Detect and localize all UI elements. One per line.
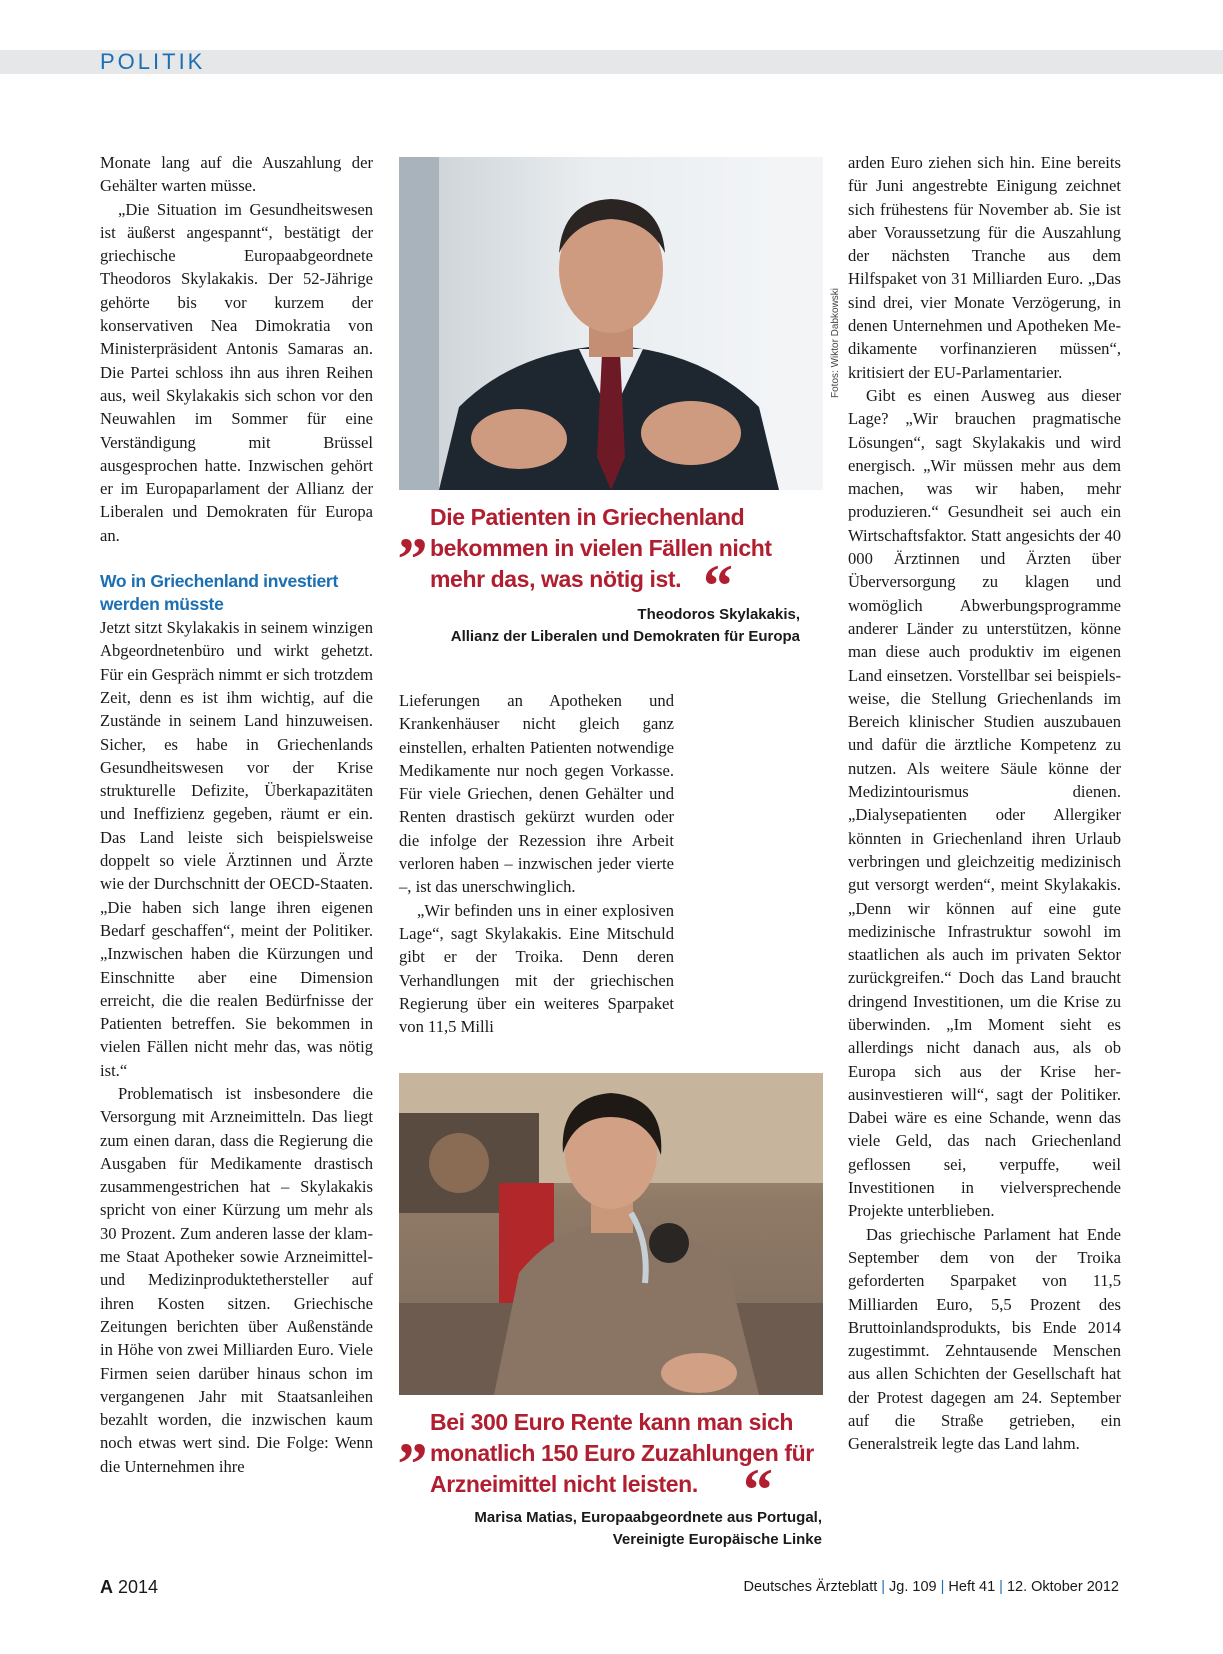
article-column-3: [848, 151, 1121, 1456]
attribution-name: Theodoros Skylakakis,: [637, 606, 800, 623]
subheading: Wo in Griechenland investiert werden müsste: [100, 571, 338, 615]
pull-quote: Die Patienten in Griechenland bekommen in vielen Fällen nicht mehr das, was nötig ist.: [430, 504, 772, 592]
separator: |: [881, 1579, 886, 1595]
section-label: POLITIK: [100, 49, 206, 74]
paragraph: arden Euro ziehen sich hin. Eine bereits für Juni angestrebte Einigung zeichnet sich frühestens für November ab. Sie ist aber Voraussetzung für die Auszahlung der nächsten Tranche aus dem Hilfspaket von 31 Milliarden Euro. „Das sind drei, vier Monate Verzögerung, in denen Unternehmen und Apotheken Medikamente vorfinanzieren müssen“, kritisiert der EU-Parlamentarier.: [848, 153, 1121, 382]
paragraph: Gibt es einen Ausweg aus dieser Lage? „Wir brauchen pragmatische Lösungen“, sagt Skylakakis und wird energisch. „Wir müssen mehr aus dem machen, was wir haben, mehr produzieren.“ Gesundheit sei auch ein Wirtschaftsfaktor. Statt angesichts der 40 000 Ärztinnen und Ärzten über Überversorgung zu klagen und womöglich Abwerbungsprogramme anderer Länder zu unterstützen, könne man diese auch produktiv im eigenen Land einsetzen. Vorstellbar sei beispielsweise, die Stellung Griechenlands im Bereich klinischer Studien auszubauen und dafür die ärztliche Kompetenz zu nutzen. Als weitere Säule könne der Medizintourismus dienen. „Dialysepatienten oder Allergiker könnten in Griechenland ihren Urlaub verbringen und gleichzeitig medizinisch gut versorgt werden“, meint Skylakakis. „Denn wir können auf eine gute medizinische Infrastruktur sowohl im staatlichen als auch im privaten Sektor zurückgreifen.“ Doch das Land braucht dringend Investitionen, um die Krise zu überwinden. „Im Moment sieht es allerdings nicht danach aus, als ob Europa sich aus der Krise herausinvestieren will“, sagt der Politiker. Dabei wäre es eine Schande, wenn das viele Geld, das nach Griechenland geflossen sei, verpuffe, weil Investitionen in vielversprechende Projekte unterblieben.: [848, 385, 1121, 1221]
photo-matias: [399, 1073, 823, 1395]
pull-quote: Bei 300 Euro Rente kann man sich monatlich 150 Euro Zuzahlungen für Arzneimittel nicht leisten.: [430, 1409, 814, 1497]
paragraph: „Wir befinden uns in einer explosiven Lage“, sagt Skylakakis. Eine Mitschuld gibt er der Troika. Denn deren Verhandlungen mit der griechischen Regierung über ein weiteres Sparpaket von 11,5 Milli: [399, 900, 674, 1037]
publication-info: [743, 1579, 1119, 1595]
paragraph: „Die Situation im Gesundheitswesen ist äußerst angespannt“, bestätigt der griechische Europaabgeordnete Theodoros Skylakakis. Der 52-Jährige gehörte bis vor kurzem der konservativen Nea Dimokratia von Ministerpräsident Antonis Samaras an. Die Partei schloss ihn aus ihren Reihen aus, weil Skylakakis sich schon vor den Neuwahlen im Sommer für eine Verständigung mit Brüssel ausgesprochen hatte. Inzwischen gehört er im Europaparlament der Allianz der Liberalen und Demokraten für Europa an.: [100, 199, 373, 545]
separator: |: [999, 1579, 1003, 1595]
paragraph: Lieferungen an Apotheken und Krankenhäuser nicht gleich ganz einstellen, erhalten Patienten notwendige Medikamente nur noch gegen Vorkasse. Für viele Griechen, denen Gehälter und Renten drastisch gekürzt wurden oder die infolge der Rezession ihre Arbeit verloren haben – inzwischen jeder vierte –, ist das unerschwinglich.: [399, 691, 674, 897]
paragraph: Problematisch ist insbesondere die Versorgung mit Arzneimitteln. Das liegt zum einen daran, dass die Regierung die Ausgaben für Medikamente drastisch zusammengestrichen hat – Skylakakis spricht von einer Kürzung um mehr als 30 Prozent. Zum anderen lasse der klamme Staat Apotheker sowie Arzneimittel- und Medizinproduktethersteller auf ihren Kosten sitzen. Griechische Zeitungen berichten über Außenstände in Höhe von zwei Milliarden Euro. Viele Firmen seien darüber hinaus schon im vergangenen Jahr mit Staatsanleihen bezahlt worden, die inzwischen kaum noch etwas wert sind. Die Folge: Wenn die Unternehmen ihre: [100, 1083, 373, 1476]
attribution-name: Marisa Matias, Europaabgeordnete aus Portugal,: [474, 1509, 822, 1526]
photo-skylakakis-illustration: [399, 157, 823, 490]
page-number-value: 2014: [118, 1577, 159, 1597]
photo-credit: Fotos: Wiktor Dabkowski: [830, 287, 841, 398]
page-letter: A: [100, 1577, 113, 1597]
quote-attribution: [400, 1507, 822, 1551]
open-quote-mark: „: [398, 495, 428, 561]
paragraph: Das griechische Parlament hat Ende September dem von der Troika geforderten Sparpaket von 11,5 Milliarden Euro, 5,5 Prozent des Bruttoinlandsprodukts, bis Ende 2014 zugestimmt. Zehntausende Menschen aus allen Schichten der Gesellschaft hat der Protest dagegen am 24. September auf die Straße getrieben, ein Generalstreik legte das Land lahm.: [848, 1224, 1121, 1454]
journal-name: Deutsches Ärzteblatt: [743, 1579, 878, 1595]
publication-date: 12. Oktober 2012: [1006, 1579, 1119, 1595]
photo-skylakakis: [399, 157, 823, 490]
attribution-affiliation: Vereinigte Europäische Linke: [612, 1531, 822, 1548]
article-column-2: [399, 689, 674, 1038]
article-column-1: [100, 151, 373, 1478]
quote-attribution: [400, 604, 800, 648]
photo-matias-illustration: [399, 1073, 823, 1395]
issue: Heft 41: [948, 1579, 996, 1595]
close-quote-mark: “: [703, 553, 733, 619]
attribution-affiliation: Allianz der Liberalen und Demokraten für Europa: [450, 628, 800, 645]
paragraph: Monate lang auf die Auszahlung der Gehälter warten müsse.: [100, 153, 373, 196]
open-quote-mark: „: [398, 1400, 428, 1466]
paragraph: Jetzt sitzt Skylakakis in seinem winzigen Abgeordnetenbüro und wirkt gehetzt. Für ein Gespräch nimmt er sich trotzdem Zeit, denn es ist ihm wichtig, auf die Zustände in seinem Land hinzuweisen. Sicher, es habe in Griechenlands Gesundheitswesen vor der Krise strukturelle Defizite, Überkapazitäten und Ineffizienz gegeben, räumt er ein. Das Land leiste sich beispielsweise doppelt so viele Ärztinnen und Ärzte wie der Durchschnitt der OECD-Staaten. „Die haben sich lange ihren eigenen Bedarf geschaffen“, meint der Politiker. „Inzwischen haben die Kürzungen und Einschnitte aber eine Dimension erreicht, die die realen Bedürfnisse der Patienten betreffen. Sie bekommen in vielen Fällen nicht mehr das, was nötig ist.“: [100, 618, 373, 1080]
close-quote-mark: “: [743, 1457, 773, 1523]
separator: |: [940, 1579, 945, 1595]
page-number: [100, 1577, 158, 1598]
volume: Jg. 109: [889, 1579, 937, 1595]
